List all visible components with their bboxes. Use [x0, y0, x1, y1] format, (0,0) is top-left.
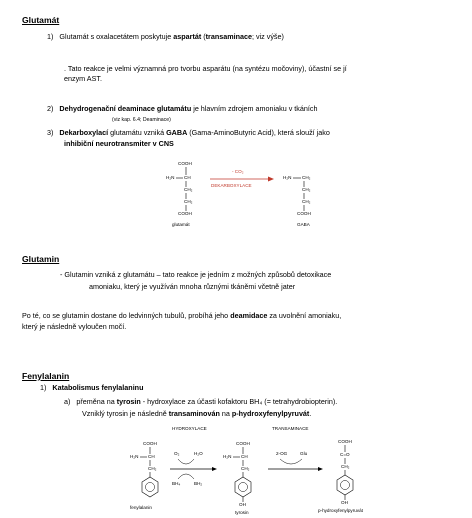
- text: Vzniklý tyrosin je následně: [82, 409, 169, 418]
- text: glutamátu vzniká: [108, 128, 167, 137]
- cofactor-curve: [178, 459, 194, 464]
- arrow-label-dekarboxylace: DEKARBOXYLACE: [211, 183, 252, 188]
- glu-h2n: H₂N: [166, 175, 175, 180]
- tyr-cooh: COOH: [236, 441, 250, 446]
- bold-neurotransmiter: inhibiční neurotransmiter v CNS: [64, 139, 174, 148]
- text: (Gama-AminoButyric Acid), která slouží jako: [187, 128, 330, 137]
- tyr-oh: OH: [239, 502, 246, 507]
- cofactor-bh2: BH₂: [194, 481, 203, 486]
- bold-dekarboxylaci: Dekarboxylací: [59, 128, 109, 137]
- item-number: 2): [47, 104, 54, 113]
- phe-cooh: COOH: [143, 441, 157, 446]
- glu-ch2-a: CH₂: [184, 187, 193, 192]
- glutamat-note-line1: . Tato reakce je velmi významná pro tvorbu asparátu (na syntézu močoviny), účastní se jí: [64, 64, 347, 73]
- arrow-label-co2: - CO₂: [232, 169, 244, 174]
- phe-ch2: CH₂: [148, 466, 157, 471]
- bold-gaba: GABA: [166, 128, 188, 137]
- item-number: 1): [40, 383, 47, 392]
- label-tyrosin: tyrosin: [235, 510, 249, 515]
- benzene-ring: [142, 477, 158, 497]
- bold-deamidace: deamidace: [230, 311, 268, 320]
- item-letter: a): [64, 397, 71, 406]
- cofactor-2og: 2-OG: [276, 451, 288, 456]
- label-hydroxylace: HYDROXYLACE: [172, 426, 207, 431]
- phe-h2n: H₂N: [130, 454, 139, 459]
- phpp-ch2: CH₂: [341, 464, 350, 469]
- heading-glutamin: Glutamin: [22, 254, 60, 264]
- item-number: 3): [47, 128, 54, 137]
- text: Glutamát s oxalacetátem poskytuje: [59, 32, 174, 41]
- glutamat-item2-ref: (viz kap. 6.4; Deaminace): [112, 117, 171, 123]
- glu-cooh-top: COOH: [178, 161, 192, 166]
- glutamin-line2: amoniaku, který je využíván mnoha různými tkáněmi včetně jater: [89, 282, 296, 291]
- text: přeměna na: [76, 397, 117, 406]
- heading-fenylalanin: Fenylalanin: [22, 371, 70, 381]
- text: Po té, co se glutamin dostane do ledvinných tubulů, probíhá jeho: [22, 311, 231, 320]
- cofactor-o2: O₂: [174, 451, 180, 456]
- bold-transaminace: transaminace: [205, 32, 252, 41]
- label-hydroxyfenylpyruvat: p-hydroxyfenylpyruvát: [318, 508, 363, 513]
- glutamin-para-line2: který je následně vyloučen močí.: [22, 322, 127, 331]
- glutamin-para-line1: [22, 311, 341, 321]
- gaba-ch2-a: CH₂: [302, 175, 311, 180]
- glu-cooh-bottom: COOH: [178, 211, 192, 216]
- bold-aspartat: aspartát: [173, 32, 202, 41]
- arrow-head: [318, 467, 323, 471]
- text: na: [219, 409, 232, 418]
- label-transaminace: TRANSAMINACE: [272, 426, 309, 431]
- aromatic-circle: [146, 483, 155, 492]
- gaba-ch2-b: CH₂: [302, 187, 311, 192]
- phpp-oh: OH: [341, 500, 348, 505]
- glutamat-note-line2: enzym AST.: [64, 74, 102, 83]
- label-fenylalanin: fenylalanin: [130, 505, 152, 510]
- cofactor-bh4: BH₄: [172, 481, 181, 486]
- fenylalanin-item1: [40, 383, 143, 393]
- bold-deaminace: Dehydrogenační deaminace glutamátu: [59, 104, 192, 113]
- arrow-head: [268, 177, 274, 182]
- aromatic-circle: [239, 483, 248, 492]
- benzene-ring: [235, 477, 251, 497]
- phpp-co: C=O: [340, 452, 350, 457]
- label-gaba: GABA: [297, 222, 310, 227]
- text: (: [201, 32, 206, 41]
- glu-ch2-b: CH₂: [184, 199, 193, 204]
- fenylalanin-sub-a-line1: [64, 397, 337, 407]
- text: za uvolnění amoniaku,: [267, 311, 342, 320]
- glutamin-line1: - Glutamin vzniká z glutamátu – tato reakce je jedním z možných způsobů detoxikace: [60, 270, 332, 279]
- bold-transaminovan: transaminován: [168, 409, 220, 418]
- gaba-ch2-c: CH₂: [302, 199, 311, 204]
- bold-hydroxyfenylpyruvat: p-hydroxyfenylpyruvát: [231, 409, 310, 418]
- text: ; viz výše): [251, 32, 284, 41]
- tyr-ch: CH: [241, 454, 248, 459]
- cofactor-curve: [280, 459, 302, 464]
- text: je hlavním zdrojem amoniaku v tkáních: [191, 104, 318, 113]
- arrow-head: [212, 467, 217, 471]
- text: .: [309, 409, 312, 418]
- label-glutamat: glutamát: [172, 222, 190, 227]
- cofactor-glu: Glu: [300, 451, 308, 456]
- gaba-cooh: COOH: [297, 211, 311, 216]
- bold-tyrosin: tyrosin: [116, 397, 141, 406]
- tyr-ch2: CH₂: [241, 466, 250, 471]
- phe-ch: CH: [148, 454, 155, 459]
- cofactor-curve: [178, 474, 194, 479]
- text: - hydroxylace za účasti kofaktoru BH₄ (= tetrahydrobiopterin).: [140, 397, 338, 406]
- aromatic-circle: [341, 481, 350, 490]
- tyr-h2n: H₂N: [223, 454, 232, 459]
- item-number: 1): [47, 32, 54, 41]
- benzene-ring: [337, 475, 353, 495]
- heading-glutamat: Glutamát: [22, 15, 60, 25]
- cofactor-h2o: H₂O: [194, 451, 203, 456]
- phpp-cooh: COOH: [338, 439, 352, 444]
- fenylalanin-sub-a-line2: [82, 409, 311, 419]
- gaba-h2n: H₂N: [283, 175, 292, 180]
- bold-katabolismus: Katabolismus fenylalaninu: [52, 383, 144, 392]
- glu-ch: CH: [184, 175, 191, 180]
